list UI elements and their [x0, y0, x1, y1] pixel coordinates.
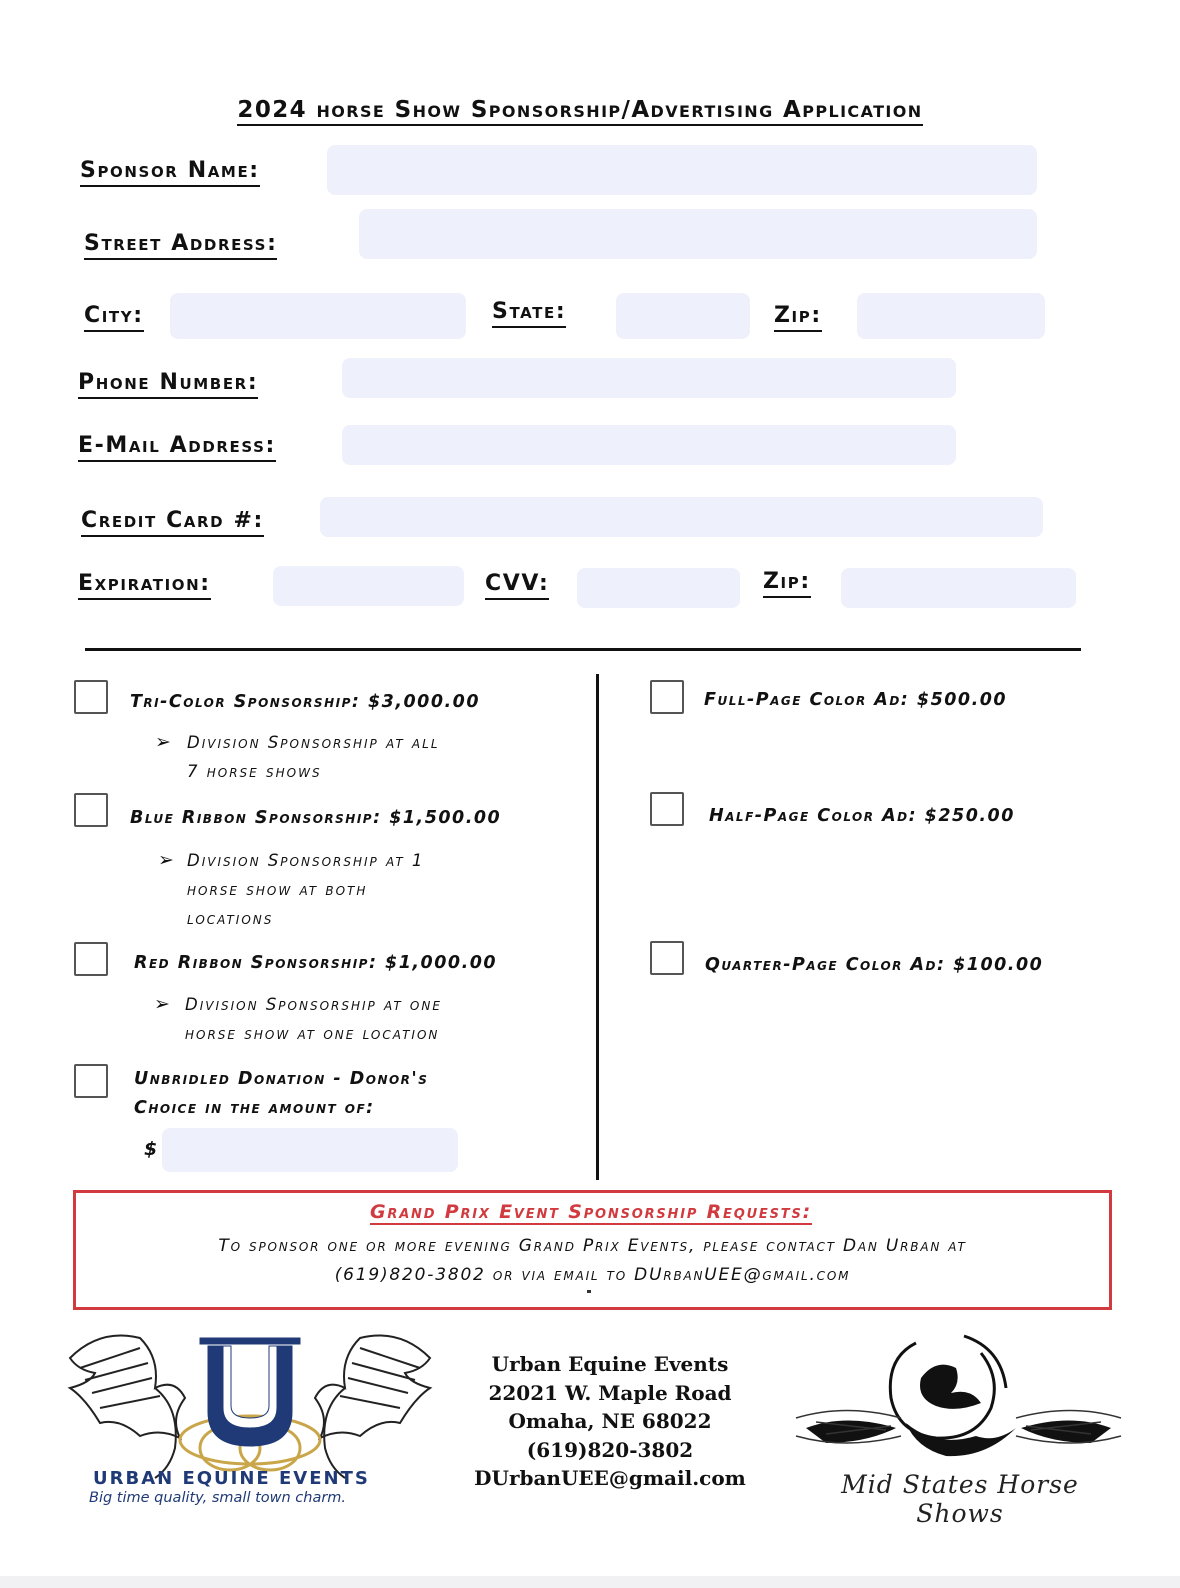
phone-label: Phone Number:	[78, 369, 258, 399]
zip-field[interactable]	[857, 293, 1045, 339]
email-field[interactable]	[342, 425, 956, 465]
card-zip-label: Zip:	[763, 568, 811, 598]
street-address-label: Street Address:	[84, 230, 277, 260]
contact-city-state-zip: Omaha, NE 68022	[508, 1409, 712, 1433]
grand-prix-line-2: (619)820-3802 or via email to DUrbanUEE@gmail.com	[334, 1265, 851, 1285]
form-title: 2024 horse Show Sponsorship/Advertising Application	[0, 97, 1160, 123]
blue-ribbon-checkbox[interactable]	[74, 793, 108, 827]
blue-ribbon-detail-1: Division Sponsorship at 1	[187, 851, 425, 870]
quarter-page-ad-label: Quarter-Page Color Ad: $100.00	[705, 955, 1044, 975]
currency-symbol: $	[144, 1138, 158, 1160]
red-ribbon-label: Red Ribbon Sponsorship: $1,000.00	[134, 953, 498, 973]
arrow-bullet-icon: ➢	[154, 993, 170, 1015]
half-page-ad-label: Half-Page Color Ad: $250.00	[709, 806, 1015, 826]
grand-prix-text	[85, 1232, 1100, 1290]
contact-email: DUrbanUEE@gmail.com	[474, 1466, 746, 1490]
donation-checkbox[interactable]	[74, 1064, 108, 1098]
grand-prix-title: Grand Prix Event Sponsorship Requests:	[369, 1201, 813, 1223]
tri-color-detail-1: Division Sponsorship at all	[187, 733, 440, 752]
tri-color-detail-2: 7 horse shows	[187, 762, 322, 781]
page-bottom-edge	[0, 1576, 1180, 1588]
blue-ribbon-detail-3: locations	[187, 909, 274, 928]
state-field[interactable]	[616, 293, 750, 339]
urban-equine-tagline: Big time quality, small town charm.	[89, 1490, 347, 1506]
sponsor-name-field[interactable]	[327, 145, 1037, 195]
cvv-label: CVV:	[485, 570, 549, 600]
grand-prix-line-1: To sponsor one or more evening Grand Prix Events, please contact Dan Urban at	[218, 1236, 967, 1256]
phone-field[interactable]	[342, 358, 956, 398]
email-label: E-Mail Address:	[78, 432, 276, 462]
arrow-bullet-icon: ➢	[158, 849, 174, 871]
contact-org: Urban Equine Events	[491, 1352, 729, 1376]
card-zip-field[interactable]	[841, 568, 1076, 608]
red-ribbon-detail-1: Division Sponsorship at one	[185, 995, 442, 1014]
contact-address-block	[470, 1350, 750, 1493]
zip-label: Zip:	[774, 302, 822, 332]
state-label: State:	[492, 298, 566, 328]
red-ribbon-checkbox[interactable]	[74, 942, 108, 976]
city-field[interactable]	[170, 293, 466, 339]
sponsor-name-label: Sponsor Name:	[80, 157, 260, 187]
red-ribbon-detail-2: horse show at one location	[185, 1024, 440, 1043]
credit-card-label: Credit Card #:	[81, 507, 264, 537]
mid-states-brand-name: Mid States Horse Shows	[841, 1470, 1079, 1528]
tri-color-label: Tri-Color Sponsorship: $3,000.00	[130, 692, 480, 712]
urban-equine-brand-name: URBAN EQUINE EVENTS	[93, 1468, 370, 1489]
expiration-label: Expiration:	[78, 570, 211, 600]
tri-color-checkbox[interactable]	[74, 680, 108, 714]
section-divider	[85, 648, 1081, 651]
stray-mark	[587, 1290, 591, 1293]
blue-ribbon-detail-2: horse show at both	[187, 880, 368, 899]
city-label: City:	[84, 302, 144, 332]
contact-street: 22021 W. Maple Road	[488, 1380, 732, 1405]
half-page-ad-checkbox[interactable]	[650, 792, 684, 826]
full-page-ad-checkbox[interactable]	[650, 680, 684, 714]
quarter-page-ad-checkbox[interactable]	[650, 941, 684, 975]
blue-ribbon-label: Blue Ribbon Sponsorship: $1,500.00	[130, 808, 502, 828]
cvv-field[interactable]	[577, 568, 740, 608]
donation-amount-field[interactable]	[162, 1128, 458, 1172]
street-address-field[interactable]	[359, 209, 1037, 259]
full-page-ad-label: Full-Page Color Ad: $500.00	[704, 690, 1008, 710]
expiration-field[interactable]	[273, 566, 464, 606]
donation-label-2: Choice in the amount of:	[134, 1098, 375, 1118]
column-divider	[596, 674, 599, 1180]
donation-label-1: Unbridled Donation - Donor's	[134, 1069, 429, 1089]
credit-card-field[interactable]	[320, 497, 1043, 537]
contact-phone: (619)820-3802	[526, 1437, 694, 1462]
arrow-bullet-icon: ➢	[155, 731, 171, 753]
